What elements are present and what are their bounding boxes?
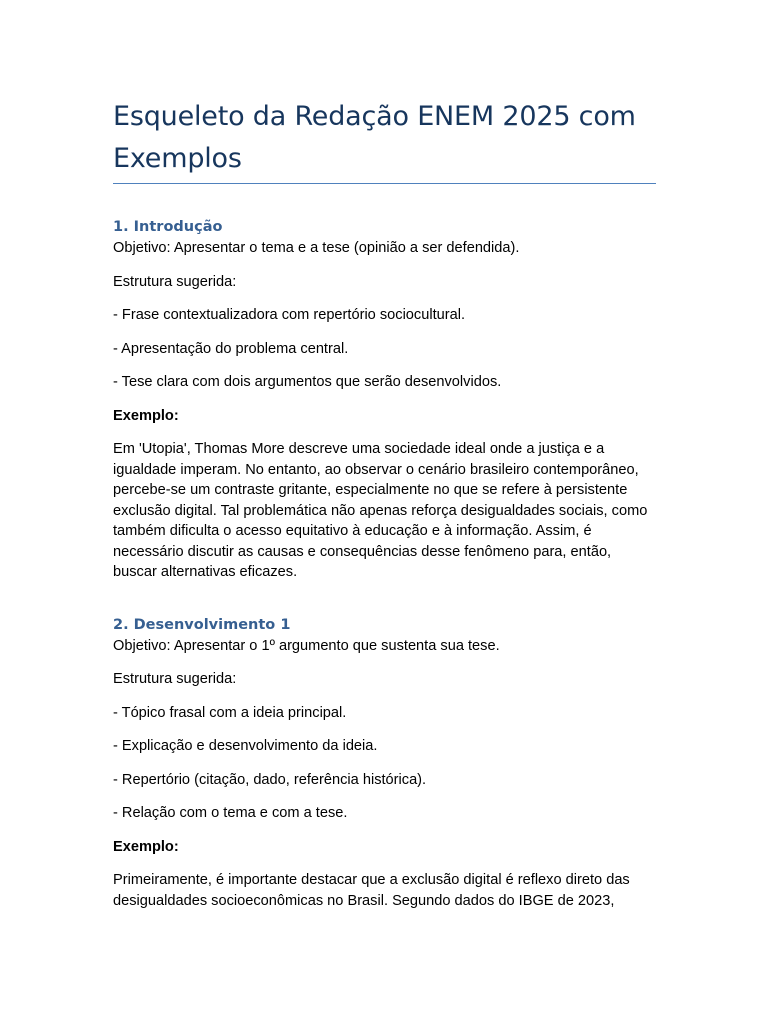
example-label: Exemplo: <box>113 838 179 855</box>
section-heading: 1. Introdução <box>113 219 223 235</box>
list-item: - Explicação e desenvolvimento da ideia. <box>113 738 378 754</box>
list-item: - Frase contextualizadora com repertório sociocultural. <box>113 307 466 323</box>
document-title: Esqueleto da Redação ENEM 2025 com Exemplos <box>113 101 636 174</box>
list-item: - Repertório (citação, dado, referência histórica). <box>113 771 427 788</box>
list-item: - Tópico frasal com a ideia principal. <box>113 704 347 721</box>
section-heading: 2. Desenvolvimento 1 <box>113 616 291 633</box>
list-item: - Tese clara com dois argumentos que serão desenvolvidos. <box>113 374 502 390</box>
title-divider <box>113 183 656 184</box>
section-introducao <box>113 217 656 583</box>
example-label: Exemplo: <box>113 407 179 424</box>
example-paragraph: Em 'Utopia', Thomas More descreve uma sociedade ideal onde a justiça e a igualdade imperam. No entanto, ao observar o cenário brasileiro contemporâneo, percebe-se um contraste gritante, especialmente no que se refere à persistente exclusão digital. Tal problemática não apenas reforça desigualdades sociais, como também dificulta o acesso equitativo à educação e à informação. Assim, é necessário discutir as causas e consequências desse fenômeno para, então, buscar alternativas eficazes. <box>113 441 648 580</box>
structure-label: Estrutura sugerida: <box>113 273 237 290</box>
list-item: - Relação com o tema e com a tese. <box>113 805 348 821</box>
example-paragraph: Primeiramente, é importante destacar que a exclusão digital é reflexo direto das desigualdades socioeconômicas no Brasil. Segundo dados do IBGE de 2023, <box>113 872 630 909</box>
section-desenvolvimento-1 <box>113 615 656 912</box>
document-page <box>113 0 656 911</box>
list-item: - Apresentação do problema central. <box>113 340 349 357</box>
section-objective: Objetivo: Apresentar o tema e a tese (opinião a ser defendida). <box>113 240 520 256</box>
section-objective: Objetivo: Apresentar o 1º argumento que sustenta sua tese. <box>113 637 500 654</box>
structure-label: Estrutura sugerida: <box>113 671 237 687</box>
